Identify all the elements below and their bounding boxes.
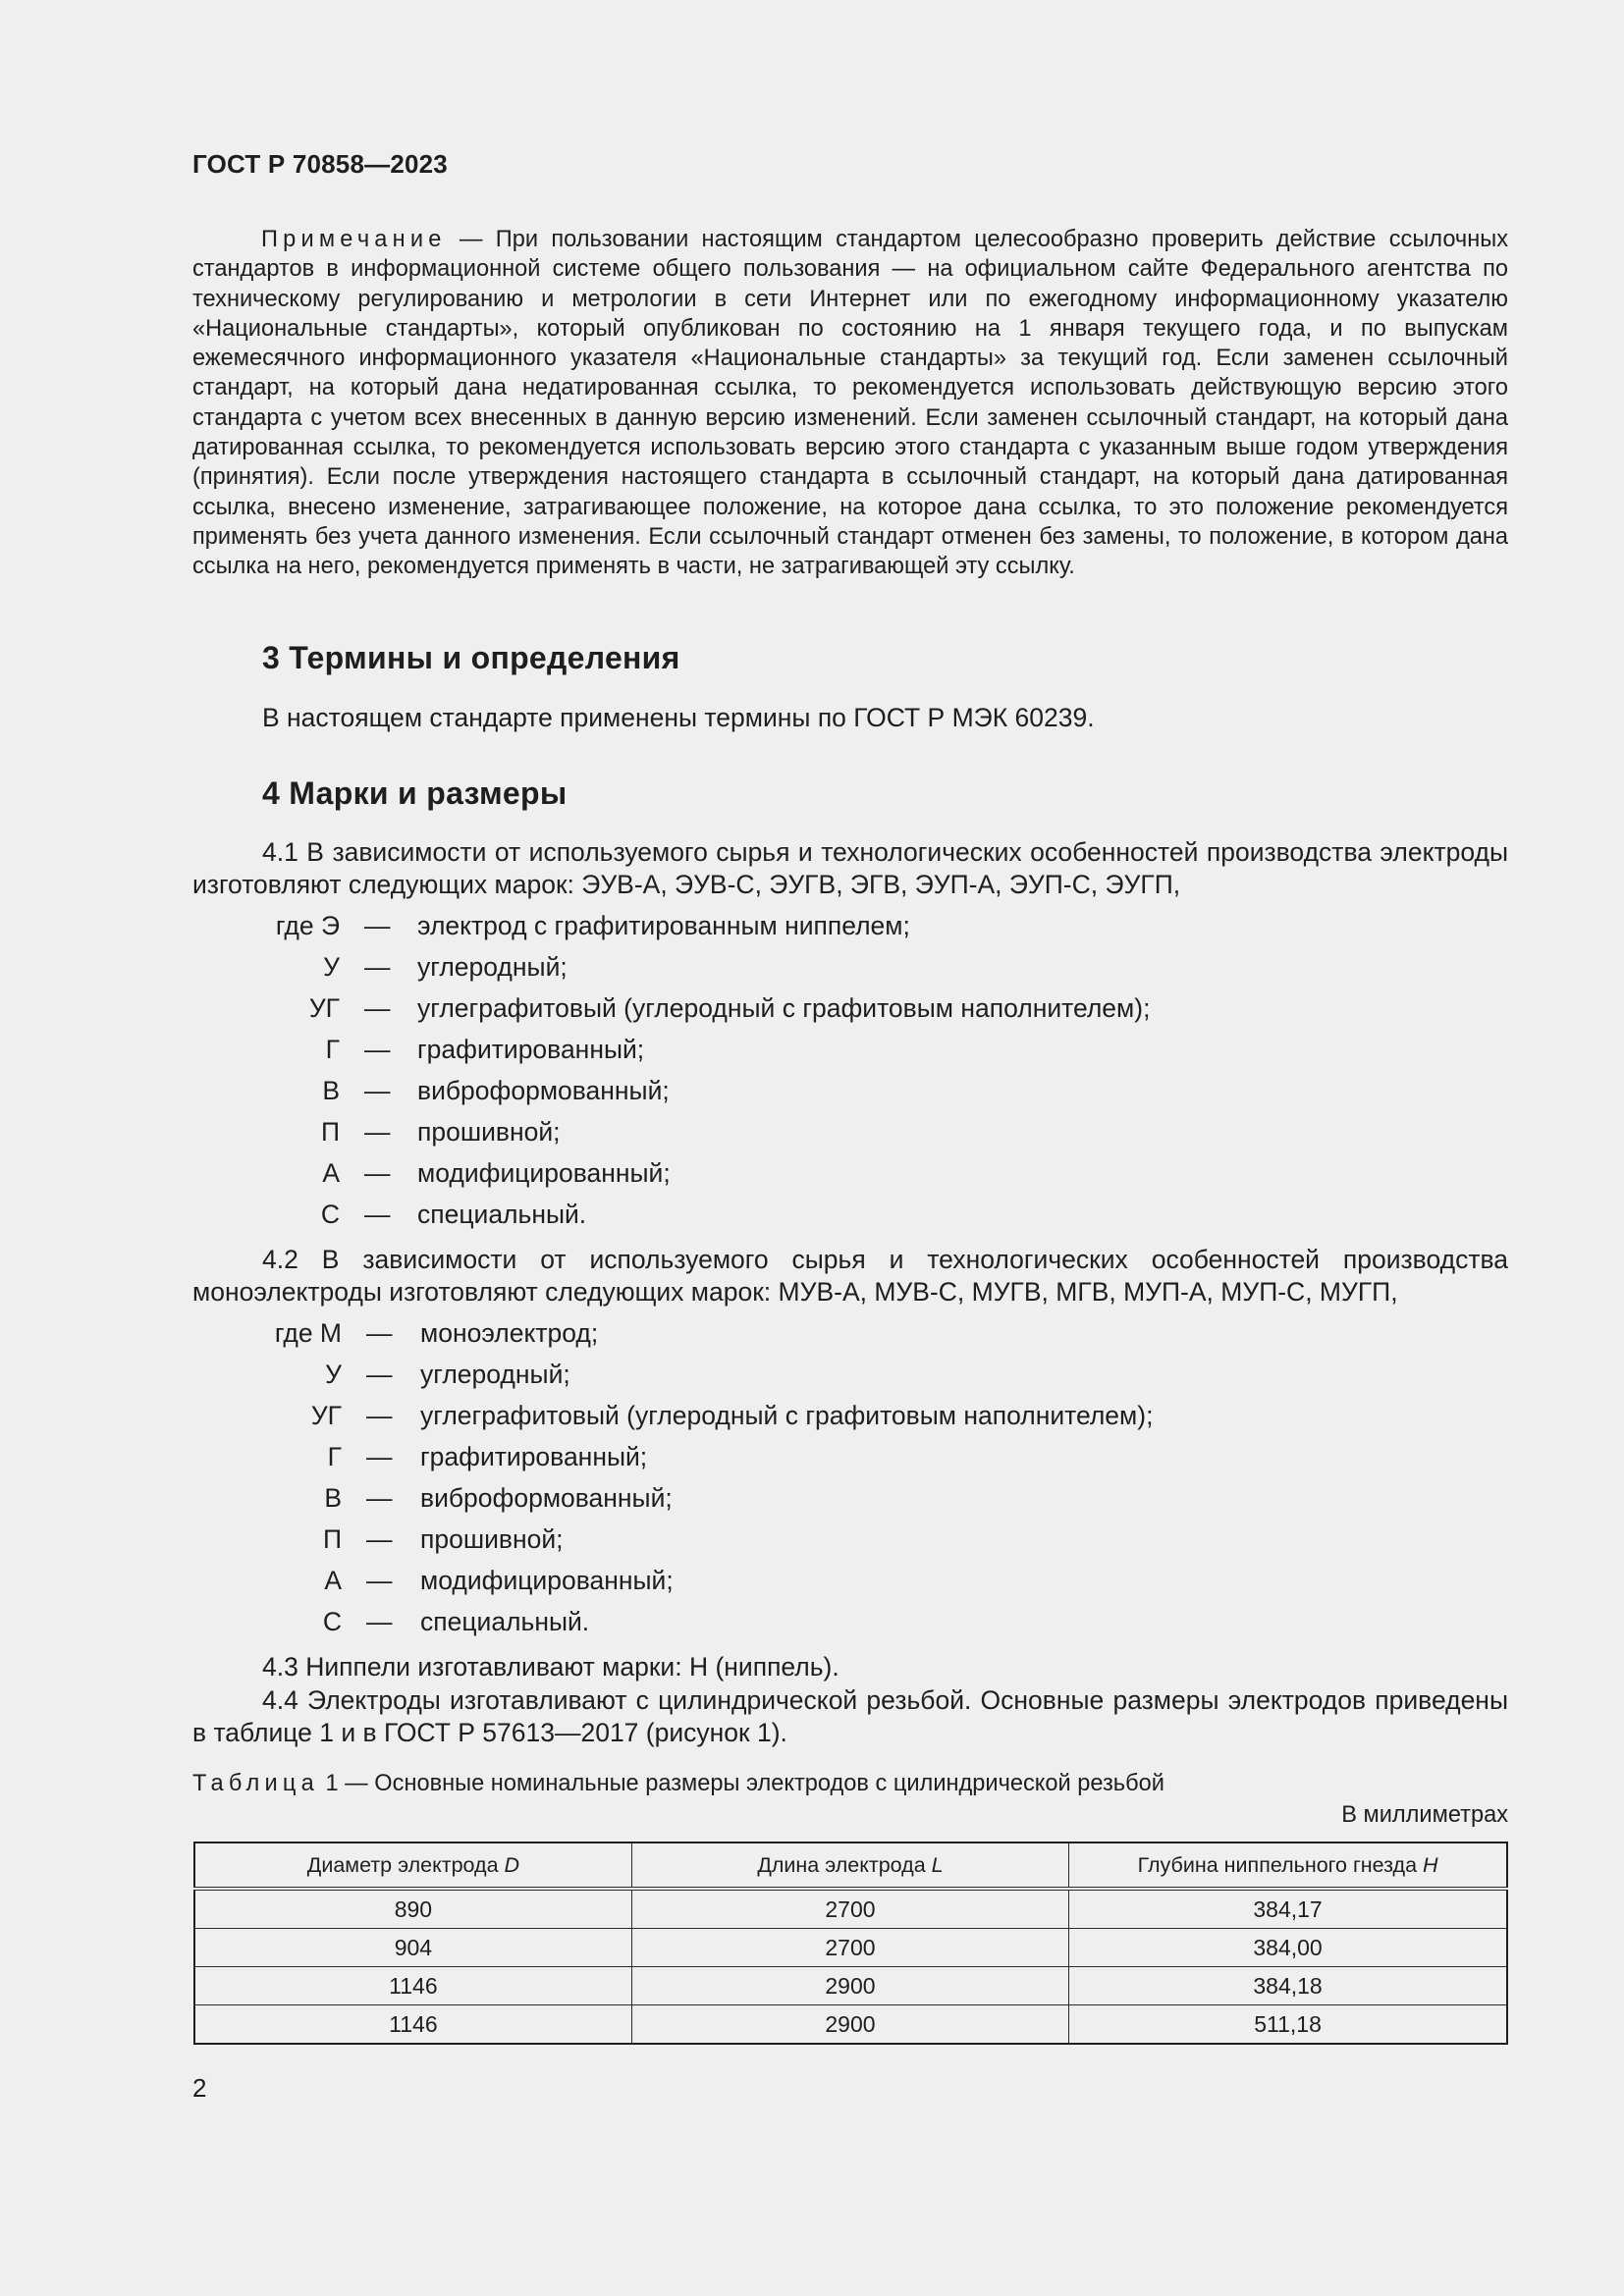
table-cell: 384,17 xyxy=(1069,1889,1507,1929)
page-number: 2 xyxy=(192,2073,207,2103)
definition-value: модифицированный; xyxy=(420,1566,674,1595)
table-cell: 384,00 xyxy=(1069,1929,1507,1967)
definition-key: А xyxy=(324,1566,342,1595)
definition-key: А xyxy=(322,1158,340,1188)
column-header-symbol: H xyxy=(1423,1852,1438,1877)
table-cell: 904 xyxy=(194,1929,631,1967)
table-caption xyxy=(192,1771,1164,1797)
definition-key: Г xyxy=(327,1442,342,1471)
definition-row xyxy=(192,952,1508,988)
definition-value: углеродный; xyxy=(417,952,568,982)
definition-value: электрод с графитированным ниппелем; xyxy=(417,911,910,940)
definition-value: углеродный; xyxy=(420,1360,570,1389)
definition-value: виброформованный; xyxy=(420,1483,673,1513)
note-label: Примечание xyxy=(261,227,447,252)
paragraph-4-4-text: 4.4 Электроды изготавливают с цилиндрической резьбой. Основные размеры электродов приведены в таблице 1 и в ГОСТ Р 57613—2017 (рисунок 1). xyxy=(192,1685,1508,1747)
definition-key: П xyxy=(322,1524,342,1554)
definition-value: графитированный; xyxy=(417,1035,645,1064)
definition-dash: — xyxy=(364,952,391,982)
column-header-symbol: L xyxy=(931,1852,944,1877)
definition-dash: — xyxy=(364,1035,391,1064)
table-cell: 2900 xyxy=(631,2005,1068,2045)
table-cell: 2700 xyxy=(631,1929,1068,1967)
definition-dash: — xyxy=(364,993,391,1023)
section-3-heading: 3 Термины и определения xyxy=(262,640,680,675)
column-header-diameter xyxy=(194,1842,631,1889)
table-caption-text: 1 — Основные номинальные размеры электродов с цилиндрической резьбой xyxy=(318,1771,1164,1796)
definition-dash: — xyxy=(364,1076,391,1105)
section-3-text: В настоящем стандарте применены термины по ГОСТ Р МЭК 60239. xyxy=(262,703,1095,732)
paragraph-4-1 xyxy=(192,836,1508,901)
definition-dash: — xyxy=(366,1483,393,1513)
definition-row xyxy=(192,1318,1508,1354)
definition-value: прошивной; xyxy=(417,1117,561,1147)
definition-key: У xyxy=(325,1360,342,1389)
definition-row xyxy=(192,1117,1508,1152)
definition-row xyxy=(192,1035,1508,1070)
column-header-length xyxy=(631,1842,1068,1889)
definition-key: В xyxy=(322,1076,340,1105)
definition-dash: — xyxy=(366,1401,393,1430)
definition-row xyxy=(192,1401,1508,1436)
definition-dash: — xyxy=(366,1566,393,1595)
table-cell: 890 xyxy=(194,1889,631,1929)
paragraph-4-2 xyxy=(192,1244,1508,1308)
table-cell: 511,18 xyxy=(1069,2005,1507,2045)
table-cell: 2900 xyxy=(631,1967,1068,2005)
definition-row xyxy=(192,1607,1508,1642)
definition-value: специальный. xyxy=(420,1607,590,1636)
definition-value: углеграфитовый (углеродный с графитовым наполнителем); xyxy=(417,993,1151,1023)
definition-value: графитированный; xyxy=(420,1442,648,1471)
section-4-heading: 4 Марки и размеры xyxy=(262,775,568,811)
definition-value: моноэлектрод; xyxy=(420,1318,599,1348)
column-header-text: Длина электрода xyxy=(757,1852,932,1877)
definition-row xyxy=(192,1360,1508,1395)
definition-key: У xyxy=(323,952,340,982)
definition-dash: — xyxy=(366,1607,393,1636)
dimensions-table xyxy=(193,1842,1508,2045)
paragraph-4-1-text: 4.1 В зависимости от используемого сырья и технологических особенностей производства электроды изготовляют следующих марок: ЭУВ-А, ЭУВ-С, ЭУГВ, ЭГВ, ЭУП-А, ЭУП-С, ЭУГП, xyxy=(192,837,1508,899)
table-cell: 384,18 xyxy=(1069,1967,1507,2005)
definition-row xyxy=(192,993,1508,1029)
definition-key: С xyxy=(322,1607,342,1636)
definition-key: где М xyxy=(274,1318,342,1348)
column-header-text: Диаметр электрода xyxy=(306,1852,505,1877)
definition-row xyxy=(192,1158,1508,1194)
definition-row xyxy=(192,1524,1508,1560)
definition-key: УГ xyxy=(310,1401,342,1430)
definition-value: модифицированный; xyxy=(417,1158,671,1188)
table-cell: 1146 xyxy=(194,2005,631,2045)
column-header-symbol: D xyxy=(504,1852,520,1877)
definition-dash: — xyxy=(366,1442,393,1471)
definition-key: В xyxy=(324,1483,342,1513)
definition-row xyxy=(192,1442,1508,1477)
paragraph-4-2-text: 4.2 В зависимости от используемого сырья и технологических особенностей производства моноэлектроды изготовляют следующих марок: МУВ-А, МУВ-С, МУГВ, МГВ, МУП-А, МУП-С, МУГП, xyxy=(192,1245,1508,1307)
definition-key: Г xyxy=(325,1035,340,1064)
table-row xyxy=(194,1889,1507,1929)
definition-value: специальный. xyxy=(417,1200,587,1229)
definition-key: УГ xyxy=(308,993,340,1023)
definition-key: С xyxy=(320,1200,340,1229)
definition-dash: — xyxy=(366,1360,393,1389)
reference-note xyxy=(192,225,1508,582)
definition-dash: — xyxy=(366,1524,393,1554)
table-header-row xyxy=(194,1842,1507,1889)
table-cell: 1146 xyxy=(194,1967,631,2005)
definition-dash: — xyxy=(364,1158,391,1188)
definition-key: где Э xyxy=(275,911,340,940)
table-caption-label: Таблица xyxy=(192,1771,319,1796)
definition-row xyxy=(192,1566,1508,1601)
paragraph-4-3-text: 4.3 Ниппели изготавливают марки: Н (ниппель). xyxy=(262,1652,839,1682)
table-row xyxy=(194,2005,1507,2045)
table-row xyxy=(194,1967,1507,2005)
table-row xyxy=(194,1929,1507,1967)
paragraph-4-4 xyxy=(192,1684,1508,1749)
column-header-text: Глубина ниппельного гнезда xyxy=(1137,1852,1424,1877)
definition-row xyxy=(192,1483,1508,1519)
definition-value: прошивной; xyxy=(420,1524,564,1554)
definition-value: виброформованный; xyxy=(417,1076,670,1105)
definition-row xyxy=(192,1076,1508,1111)
definition-row xyxy=(192,1200,1508,1235)
table-cell: 2700 xyxy=(631,1889,1068,1929)
definition-dash: — xyxy=(366,1318,393,1348)
paragraph-4-3 xyxy=(192,1651,1508,1683)
document-header-title: ГОСТ Р 70858—2023 xyxy=(192,149,448,179)
column-header-depth xyxy=(1069,1842,1507,1889)
table-units: В миллиметрах xyxy=(1341,1802,1508,1828)
definition-dash: — xyxy=(364,1117,391,1147)
definition-dash: — xyxy=(364,911,391,940)
definition-value: углеграфитовый (углеродный с графитовым наполнителем); xyxy=(420,1401,1154,1430)
definition-dash: — xyxy=(364,1200,391,1229)
definition-key: П xyxy=(320,1117,340,1147)
note-text: — При пользовании настоящим стандартом целесообразно проверить действие ссылочных стандартов в информационной системе общего пользования — на официальном сайте Федерального агентства по техническому регулированию и метрологии в сети Интернет или по ежегодному информационному указателю «Национальные стандарты», который опубликован по состоянию на 1 января текущего года, и по выпускам ежемесячного информационного указателя «Национальные стандарты» за текущий год. Если заменен ссылочный стандарт, на который дана недатированная ссылка, то рекомендуется использовать действующую версию этого стандарта с учетом всех внесенных в данную версию изменений. Если заменен ссылочный стандарт, на который дана датированная ссылка, то рекомендуется использовать версию этого стандарта с указанным выше годом утверждения (принятия). Если после утверждения настоящего стандарта в ссылочный стандарт, на который дана датированная ссылка, внесено изменение, затрагивающее положение, на которое дана ссылка, то это положение рекомендуется применять без учета данного изменения. Если ссылочный стандарт отменен без замены, то положение, в котором дана ссылка на него, рекомендуется применять в части, не затрагивающей эту ссылку. xyxy=(192,227,1508,580)
definition-row xyxy=(192,911,1508,946)
